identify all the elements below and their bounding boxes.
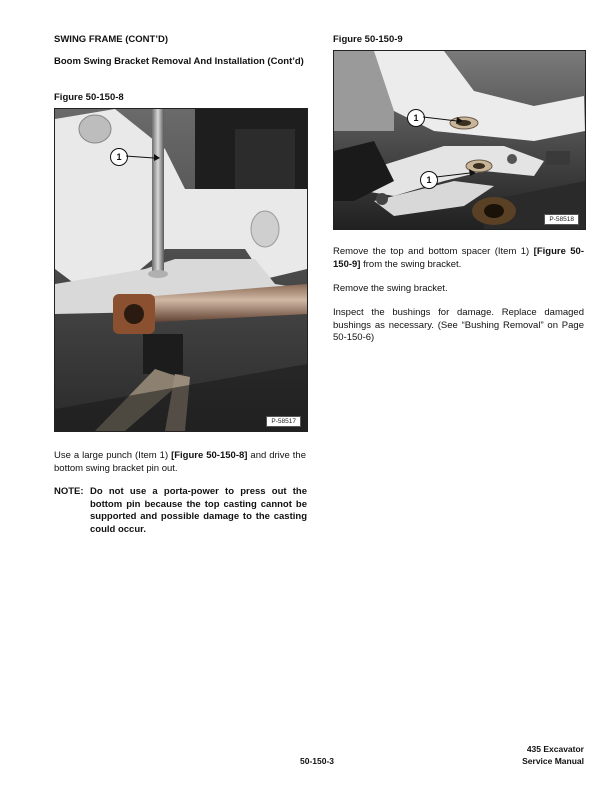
figure-reference: [Figure 50-150-9] (333, 246, 584, 270)
footer-manual: Service Manual (522, 756, 584, 766)
photo-illustration-left (55, 109, 307, 431)
text-run: Remove the top and bottom spacer (Item 1) (333, 246, 534, 257)
note-label: NOTE: (54, 486, 84, 497)
callout-item-1-bottom: 1 (420, 171, 438, 189)
paragraph-remove-bracket: Remove the swing bracket. (333, 283, 448, 294)
photo-id-tag: P-58517 (266, 416, 301, 427)
figure-caption-left: Figure 50-150-8 (54, 92, 124, 103)
footer-product: 435 Excavator (526, 744, 584, 754)
paragraph-punch-pin (54, 450, 306, 475)
subsection-title: Boom Swing Bracket Removal And Installation (Cont’d) (54, 56, 304, 67)
note-text: Do not use a porta-power to press out the bottom pin because the top casting cannot be supported and possible damage to the casting could occur. (90, 486, 307, 535)
callout-item-1: 1 (110, 148, 128, 166)
callout-arrow (436, 168, 476, 182)
callout-arrow (126, 149, 160, 163)
figure-caption-right: Figure 50-150-9 (333, 34, 403, 45)
text-run: Use a large punch (Item 1) (54, 450, 172, 461)
paragraph-inspect-bushings: Inspect the bushings for damage. Replace damaged bushings as necessary. (See “Bushing Removal” on Page 50-150-6) (333, 307, 584, 343)
photo-illustration-right (334, 51, 585, 229)
figure-reference: [Figure 50-150-8] (171, 450, 248, 461)
section-title: SWING FRAME (CONT’D) (54, 34, 168, 45)
photo-figure-right (333, 50, 586, 230)
photo-id-tag: P-58518 (544, 214, 579, 225)
photo-figure-left (54, 108, 308, 432)
callout-item-1-top: 1 (407, 109, 425, 127)
callout-arrow (423, 111, 463, 125)
paragraph-remove-spacer (333, 246, 584, 271)
page-number: 50-150-3 (300, 756, 335, 766)
text-run: and drive the bottom swing bracket pin out. (54, 450, 306, 474)
note-block (54, 486, 307, 536)
text-run: from the swing bracket. (360, 258, 462, 270)
